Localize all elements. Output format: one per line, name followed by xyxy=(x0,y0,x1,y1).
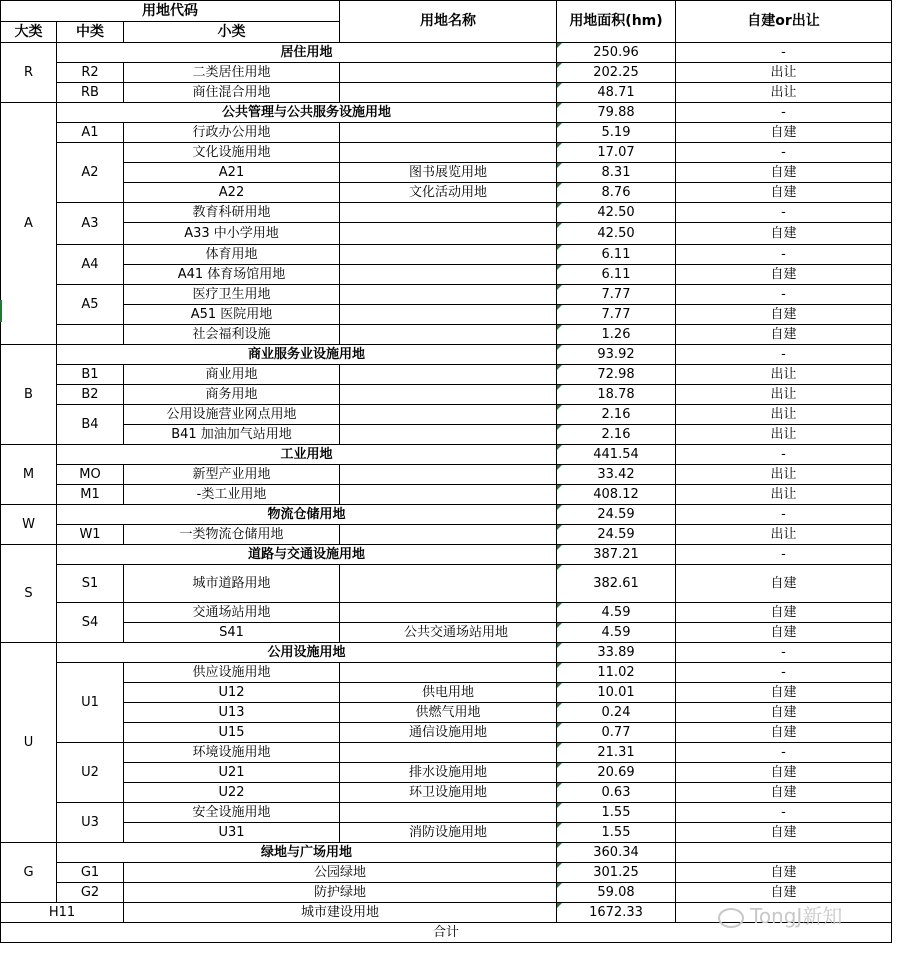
area-cell: 0.63 xyxy=(557,783,676,803)
land-name: 一类物流仓储用地 xyxy=(124,525,340,545)
land-subname: 供电用地 xyxy=(340,683,557,703)
code-major: S xyxy=(1,545,57,643)
land-name: 供应设施用地 xyxy=(124,663,340,683)
land-subname xyxy=(340,465,557,485)
build-mode: - xyxy=(676,803,892,823)
area-cell: 1.55 xyxy=(557,823,676,843)
code-major: R xyxy=(1,43,57,103)
watermark xyxy=(718,900,842,929)
land-subname xyxy=(340,743,557,763)
land-name: 公用设施营业网点用地 xyxy=(124,405,340,425)
land-name: 社会福利设施 xyxy=(124,325,340,345)
code-middle: S1 xyxy=(57,565,124,603)
build-mode: 出让 xyxy=(676,405,892,425)
code-minor: U22 xyxy=(124,783,340,803)
land-name: 商业用地 xyxy=(124,365,340,385)
build-mode: 自建 xyxy=(676,265,892,285)
area-cell: 59.08 xyxy=(557,883,676,903)
build-mode: 自建 xyxy=(676,223,892,245)
header-minor-class: 小类 xyxy=(124,22,340,43)
build-mode: - xyxy=(676,103,892,123)
build-mode: 自建 xyxy=(676,163,892,183)
area-cell: 24.59 xyxy=(557,505,676,525)
land-name: 防护绿地 xyxy=(124,883,557,903)
area-cell: 2.16 xyxy=(557,405,676,425)
land-subname xyxy=(340,365,557,385)
header-major-class: 大类 xyxy=(1,22,57,43)
build-mode: 出让 xyxy=(676,385,892,405)
build-mode: - xyxy=(676,245,892,265)
category-name: 道路与交通设施用地 xyxy=(57,545,557,565)
build-mode: 自建 xyxy=(676,623,892,643)
land-name: 医疗卫生用地 xyxy=(124,285,340,305)
land-subname xyxy=(340,525,557,545)
build-mode: - xyxy=(676,43,892,63)
category-name: 绿地与广场用地 xyxy=(57,843,557,863)
header-middle-class: 中类 xyxy=(57,22,124,43)
area-cell: 5.19 xyxy=(557,123,676,143)
land-subname xyxy=(340,285,557,305)
code-major: B xyxy=(1,345,57,445)
land-name: A51 医院用地 xyxy=(124,305,340,325)
land-name: 行政办公用地 xyxy=(124,123,340,143)
land-name: 新型产业用地 xyxy=(124,465,340,485)
build-mode: 出让 xyxy=(676,83,892,103)
code-major: G xyxy=(1,843,57,903)
land-subname xyxy=(340,325,557,345)
code-middle: A4 xyxy=(57,245,124,285)
land-subname: 通信设施用地 xyxy=(340,723,557,743)
land-name: A41 体育场馆用地 xyxy=(124,265,340,285)
code-middle: A1 xyxy=(57,123,124,143)
area-cell: 202.25 xyxy=(557,63,676,83)
area-cell: 1672.33 xyxy=(557,903,676,923)
code-middle: A3 xyxy=(57,203,124,245)
code-middle xyxy=(57,325,124,345)
code-middle: U1 xyxy=(57,663,124,743)
watermark-text: TongJ新知 xyxy=(750,904,843,928)
area-cell: 6.11 xyxy=(557,265,676,285)
build-mode: 自建 xyxy=(676,603,892,623)
build-mode: 自建 xyxy=(676,565,892,603)
area-cell: 2.16 xyxy=(557,425,676,445)
code-minor: U31 xyxy=(124,823,340,843)
area-cell: 4.59 xyxy=(557,623,676,643)
land-subname: 公共交通场站用地 xyxy=(340,623,557,643)
land-name: 教育科研用地 xyxy=(124,203,340,223)
area-cell: 360.34 xyxy=(557,843,676,863)
area-cell: 10.01 xyxy=(557,683,676,703)
area-cell: 33.42 xyxy=(557,465,676,485)
build-mode: - xyxy=(676,643,892,663)
land-subname xyxy=(340,83,557,103)
land-subname: 图书展览用地 xyxy=(340,163,557,183)
code-middle: A2 xyxy=(57,143,124,203)
wechat-icon xyxy=(718,908,744,928)
land-subname xyxy=(340,203,557,223)
land-subname xyxy=(340,485,557,505)
code-major: M xyxy=(1,445,57,505)
land-subname xyxy=(340,803,557,823)
area-cell: 0.24 xyxy=(557,703,676,723)
code-middle: B4 xyxy=(57,405,124,445)
area-cell: 4.59 xyxy=(557,603,676,623)
area-cell: 7.77 xyxy=(557,305,676,325)
build-mode: 出让 xyxy=(676,525,892,545)
code-major: A xyxy=(1,103,57,345)
code-middle: U2 xyxy=(57,743,124,803)
land-subname xyxy=(340,245,557,265)
area-cell: 24.59 xyxy=(557,525,676,545)
land-subname: 环卫设施用地 xyxy=(340,783,557,803)
area-cell: 250.96 xyxy=(557,43,676,63)
build-mode: 自建 xyxy=(676,305,892,325)
land-name: 公园绿地 xyxy=(124,863,557,883)
build-mode: - xyxy=(676,445,892,465)
area-cell: 382.61 xyxy=(557,565,676,603)
area-cell: 8.31 xyxy=(557,163,676,183)
land-name: 城市建设用地 xyxy=(124,903,557,923)
area-cell: 408.12 xyxy=(557,485,676,505)
land-subname xyxy=(340,305,557,325)
code-minor: A22 xyxy=(124,183,340,203)
category-name: 公共管理与公共服务设施用地 xyxy=(57,103,557,123)
code-minor: A21 xyxy=(124,163,340,183)
build-mode: - xyxy=(676,203,892,223)
area-cell: 441.54 xyxy=(557,445,676,465)
build-mode: - xyxy=(676,545,892,565)
code-minor: S41 xyxy=(124,623,340,643)
area-cell: 7.77 xyxy=(557,285,676,305)
land-name: 交通场站用地 xyxy=(124,603,340,623)
code-middle: U3 xyxy=(57,803,124,843)
land-subname xyxy=(340,223,557,245)
category-name: 物流仓储用地 xyxy=(57,505,557,525)
build-mode: 自建 xyxy=(676,763,892,783)
selection-edge-marker xyxy=(0,300,2,322)
land-name: 环境设施用地 xyxy=(124,743,340,763)
build-mode: 自建 xyxy=(676,325,892,345)
code-middle: G1 xyxy=(57,863,124,883)
land-subname: 供燃气用地 xyxy=(340,703,557,723)
land-name: A33 中小学用地 xyxy=(124,223,340,245)
header-build-mode: 自建or出让 xyxy=(676,1,892,43)
land-name: 商务用地 xyxy=(124,385,340,405)
code-middle: M1 xyxy=(57,485,124,505)
code-middle: B2 xyxy=(57,385,124,405)
build-mode: 自建 xyxy=(676,823,892,843)
header-land-area: 用地面积(hm) xyxy=(557,1,676,43)
area-cell: 48.71 xyxy=(557,83,676,103)
code-minor: U21 xyxy=(124,763,340,783)
build-mode: - xyxy=(676,743,892,763)
code-middle: S4 xyxy=(57,603,124,643)
category-name: 工业用地 xyxy=(57,445,557,465)
code-major: U xyxy=(1,643,57,843)
code-major: H11 xyxy=(1,903,124,923)
build-mode: 自建 xyxy=(676,123,892,143)
build-mode: 自建 xyxy=(676,703,892,723)
area-cell: 21.31 xyxy=(557,743,676,763)
code-minor: U13 xyxy=(124,703,340,723)
build-mode: - xyxy=(676,663,892,683)
area-cell: 1.26 xyxy=(557,325,676,345)
land-subname xyxy=(340,565,557,603)
land-subname: 消防设施用地 xyxy=(340,823,557,843)
area-cell: 1.55 xyxy=(557,803,676,823)
area-cell: 42.50 xyxy=(557,223,676,245)
category-name: 商业服务业设施用地 xyxy=(57,345,557,365)
land-name: 二类居住用地 xyxy=(124,63,340,83)
total-label: 合计 xyxy=(1,923,892,943)
area-cell: 18.78 xyxy=(557,385,676,405)
land-name: 安全设施用地 xyxy=(124,803,340,823)
category-name: 公用设施用地 xyxy=(57,643,557,663)
land-subname xyxy=(340,405,557,425)
build-mode: 自建 xyxy=(676,183,892,203)
code-middle: A5 xyxy=(57,285,124,325)
area-cell: 0.77 xyxy=(557,723,676,743)
area-cell: 33.89 xyxy=(557,643,676,663)
land-name: 体育用地 xyxy=(124,245,340,265)
build-mode: 自建 xyxy=(676,863,892,883)
code-middle: RB xyxy=(57,83,124,103)
land-subname xyxy=(340,143,557,163)
area-cell: 79.88 xyxy=(557,103,676,123)
land-name: 城市道路用地 xyxy=(124,565,340,603)
build-mode: - xyxy=(676,345,892,365)
area-cell: 301.25 xyxy=(557,863,676,883)
category-name: 居住用地 xyxy=(57,43,557,63)
build-mode: 出让 xyxy=(676,365,892,385)
header-land-name: 用地名称 xyxy=(340,1,557,43)
build-mode: 自建 xyxy=(676,683,892,703)
land-subname xyxy=(340,603,557,623)
area-cell: 11.02 xyxy=(557,663,676,683)
area-cell: 6.11 xyxy=(557,245,676,265)
land-name: -类工业用地 xyxy=(124,485,340,505)
build-mode: - xyxy=(676,143,892,163)
header-land-code: 用地代码 xyxy=(1,1,340,22)
land-subname xyxy=(340,663,557,683)
build-mode: 出让 xyxy=(676,425,892,445)
land-subname xyxy=(340,385,557,405)
land-subname xyxy=(340,123,557,143)
code-middle: G2 xyxy=(57,883,124,903)
code-middle: R2 xyxy=(57,63,124,83)
build-mode: 出让 xyxy=(676,465,892,485)
land-subname xyxy=(340,63,557,83)
area-cell: 17.07 xyxy=(557,143,676,163)
code-middle: B1 xyxy=(57,365,124,385)
code-minor: U12 xyxy=(124,683,340,703)
code-minor: U15 xyxy=(124,723,340,743)
land-subname: 文化活动用地 xyxy=(340,183,557,203)
land-subname: 排水设施用地 xyxy=(340,763,557,783)
area-cell: 8.76 xyxy=(557,183,676,203)
code-middle: MO xyxy=(57,465,124,485)
code-major: W xyxy=(1,505,57,545)
land-name: 文化设施用地 xyxy=(124,143,340,163)
build-mode xyxy=(676,843,892,863)
area-cell: 93.92 xyxy=(557,345,676,365)
build-mode: - xyxy=(676,285,892,305)
build-mode: 出让 xyxy=(676,63,892,83)
build-mode: 出让 xyxy=(676,485,892,505)
area-cell: 20.69 xyxy=(557,763,676,783)
build-mode: - xyxy=(676,505,892,525)
build-mode: 自建 xyxy=(676,783,892,803)
area-cell: 72.98 xyxy=(557,365,676,385)
land-subname xyxy=(340,425,557,445)
code-middle: W1 xyxy=(57,525,124,545)
build-mode: 自建 xyxy=(676,723,892,743)
area-cell: 42.50 xyxy=(557,203,676,223)
land-subname xyxy=(340,265,557,285)
area-cell: 387.21 xyxy=(557,545,676,565)
land-name: B41 加油加气站用地 xyxy=(124,425,340,445)
land-name: 商住混合用地 xyxy=(124,83,340,103)
build-mode: 自建 xyxy=(676,883,892,903)
